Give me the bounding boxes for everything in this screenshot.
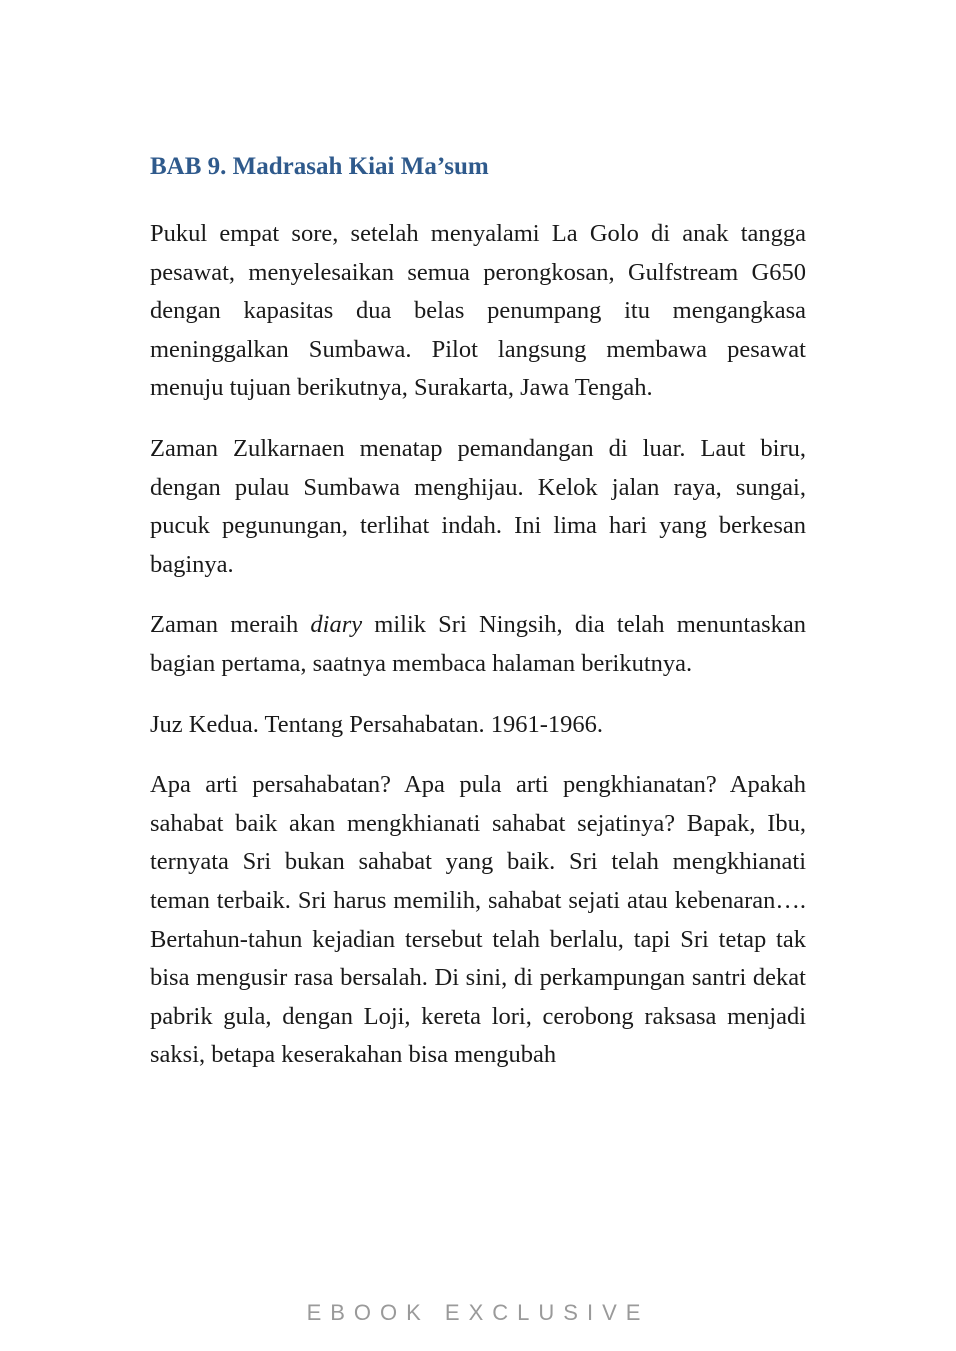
section-heading-juz-kedua: Juz Kedua. Tentang Persahabatan. 1961-1966. — [150, 710, 603, 738]
chapter-title: BAB 9. Madrasah Kiai Ma’sum — [150, 153, 489, 180]
paragraph-3 — [150, 606, 806, 683]
paragraph-1: Pukul empat sore, setelah menyalami La Golo di anak tangga pesawat, menyelesaikan semua perongkosan, Gulfstream G650 dengan kapasitas dua belas penumpang itu mengangkasa meninggalkan Sumbawa. Pilot langsung membawa pesawat menuju tujuan berikutnya, Surakarta, Jawa Tengah. — [150, 220, 806, 402]
body-text — [150, 215, 806, 1097]
paragraph-3-end: milik Sri Ningsih, dia telah menuntaskan bagian pertama, saatnya membaca halaman berikutnya. — [150, 611, 806, 677]
paragraph-2: Zaman Zulkarnaen menatap pemandangan di luar. Laut biru, dengan pulau Sumbawa menghijau. Kelok jalan raya, sungai, pucuk pegunungan, terlihat indah. Ini lima hari yang berkesan baginya. — [150, 434, 806, 578]
paragraph-3-start: Zaman meraih — [150, 611, 311, 639]
watermark-footer: EBOOK EXCLUSIVE — [306, 1300, 650, 1325]
paragraph-5: Apa arti persahabatan? Apa pula arti pengkhianatan? Apakah sahabat baik akan mengkhianati sahabat sejatinya? Bapak, Ibu, ternyata Sri bukan sahabat yang baik. Sri telah mengkhianati teman terbaik. Sri harus memilih, sahabat sejati atau kebenaran…. Bertahun-tahun kejadian tersebut telah berlalu, tapi Sri tetap tak bisa mengusir rasa bersalah. Di sini, di perkampungan santri dekat pabrik gula, dengan Loji, kereta lori, cerobong raksasa menjadi saksi, betapa keserakahan bisa mengubah — [150, 771, 806, 1069]
paragraph-3-italic: diary — [310, 611, 363, 639]
